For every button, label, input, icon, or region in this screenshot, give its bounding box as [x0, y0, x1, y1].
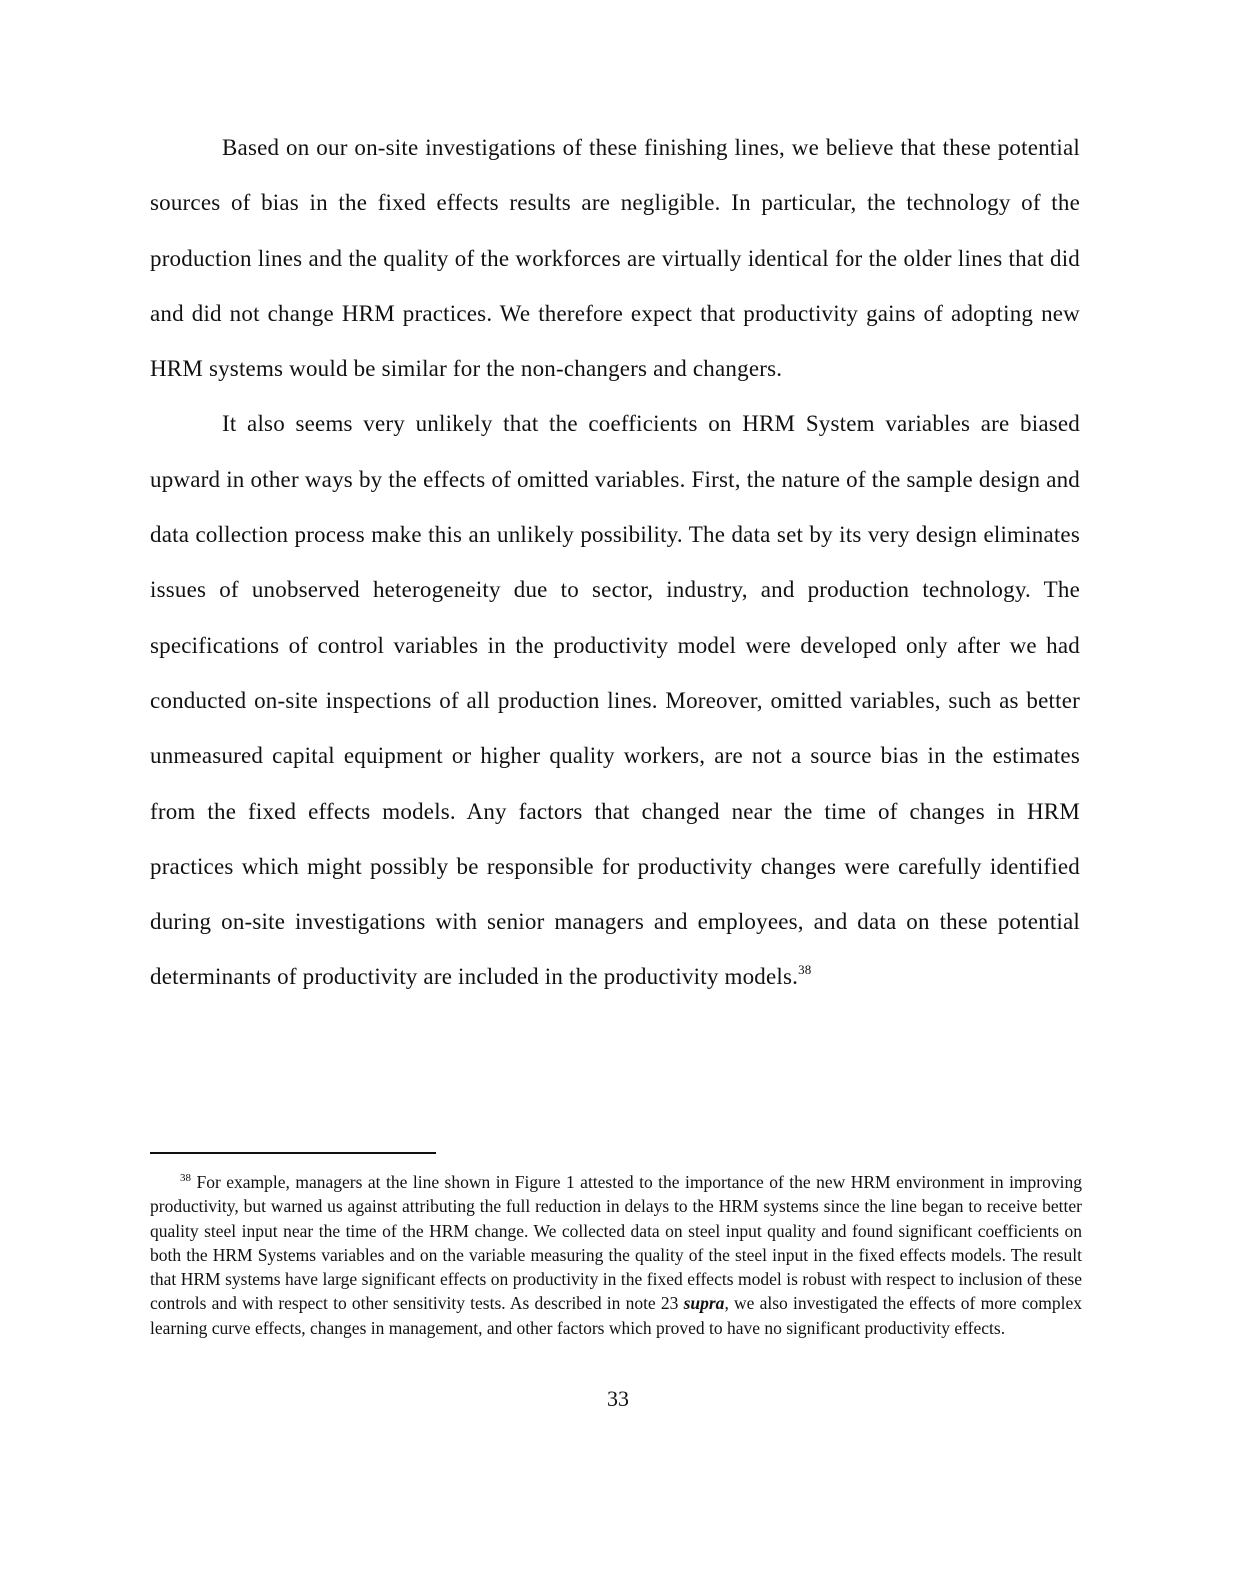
footnote	[150, 1170, 1082, 1340]
footnote-emphasis: supra	[683, 1293, 725, 1314]
footnote-number: 38	[180, 1172, 191, 1184]
footnote-text-after: , we also investigated the effects of more complex learning curve effects, changes in management, and other factors which proved to have no significant productivity effects.	[150, 1293, 1082, 1338]
footnote-reference: 38	[798, 962, 812, 978]
body-text	[150, 120, 1080, 1005]
footnote-separator	[150, 1152, 436, 1154]
paragraph-2	[150, 396, 1080, 1004]
page-number: 33	[607, 1386, 629, 1411]
paragraph-1: Based on our on-site investigations of these finishing lines, we believe that these potential sources of bias in the fixed effects results are negligible. In particular, the technology of the production lines and the quality of the workforces are virtually identical for the older lines that did and did not change HRM practices. We therefore expect that productivity gains of adopting new HRM systems would be similar for the non-changers and changers.	[150, 135, 1080, 382]
footnote-text-before: For example, managers at the line shown in Figure 1 attested to the importance of the new HRM environment in improving productivity, but warned us against attributing the full reduction in delays to the HRM systems since the line began to receive better quality steel input near the time of the HRM change. We collected data on steel input quality and found significant coefficients on both the HRM Systems variables and on the variable measuring the quality of the steel input in the fixed effects models. The result that HRM systems have large significant effects on productivity in the fixed effects model is robust with respect to inclusion of these controls and with respect to other sensitivity tests. As described in note 23	[150, 1172, 1082, 1314]
paragraph-2-text: It also seems very unlikely that the coefficients on HRM System variables are biased upward in other ways by the effects of omitted variables. First, the nature of the sample design and data collection process make this an unlikely possibility. The data set by its very design eliminates issues of unobserved heterogeneity due to sector, industry, and production technology. The specifications of control variables in the productivity model were developed only after we had conducted on-site inspections of all production lines. Moreover, omitted variables, such as better unmeasured capital equipment or higher quality workers, are not a source bias in the estimates from the fixed effects models. Any factors that changed near the time of changes in HRM practices which might possibly be responsible for productivity changes were carefully identified during on-site investigations with senior managers and employees, and data on these potential determinants of productivity are included in the productivity models.	[150, 411, 1080, 990]
